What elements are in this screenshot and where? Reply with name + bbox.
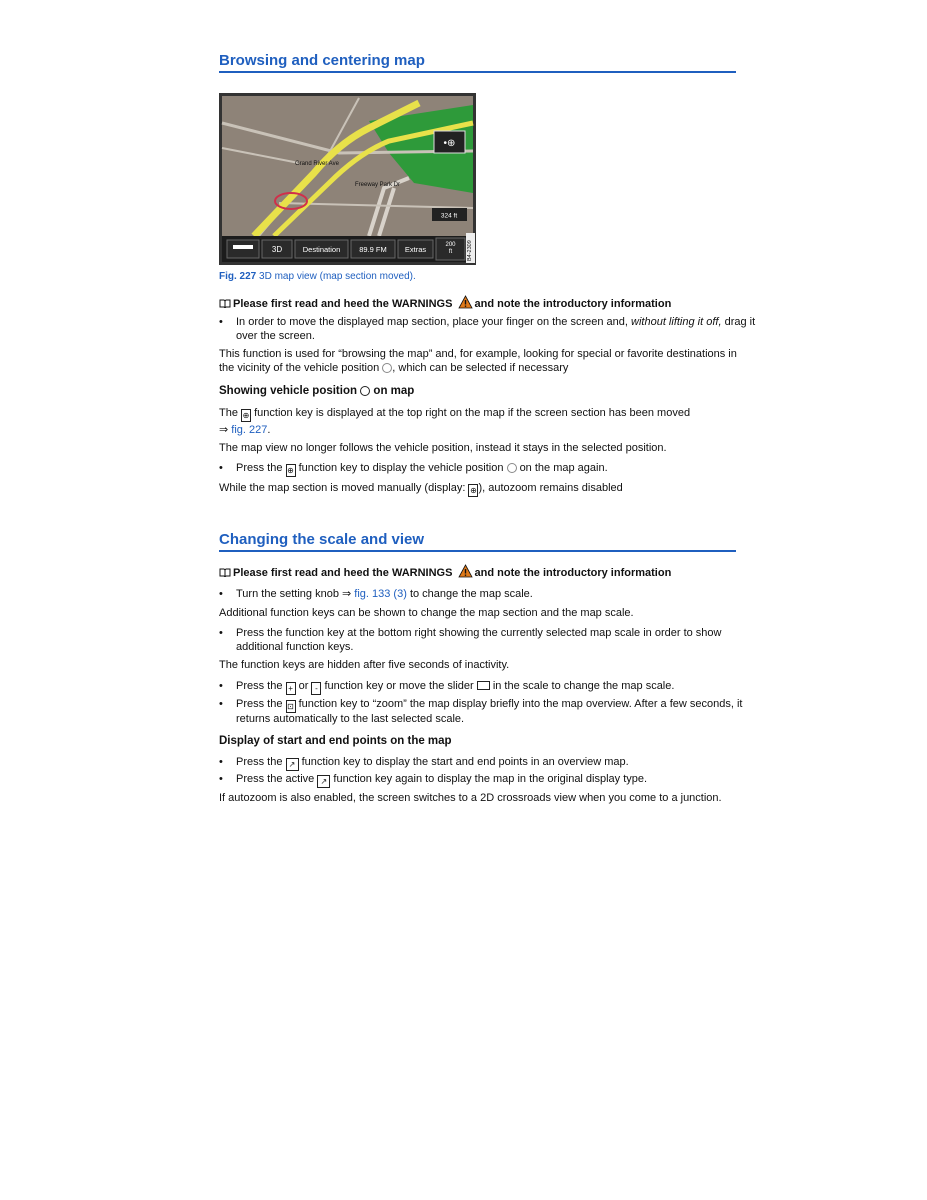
- route-overview-key-icon: ↗: [317, 775, 330, 788]
- street-label-1: Grand River Ave: [295, 161, 339, 167]
- subheading-vehicle-position: Showing vehicle position on map: [219, 385, 415, 397]
- para-crossroads: If autozoom is also enabled, the screen switches to a 2D crossroads view when you come to a junction.: [219, 792, 722, 804]
- route-overview-key-icon: ↗: [286, 758, 299, 771]
- svg-text:3D: 3D: [271, 245, 283, 254]
- plus-key-icon: +: [286, 682, 296, 695]
- warning-notice-1: Please first read and heed the WARNINGS and note the introductory information: [219, 295, 739, 312]
- svg-text:ft: ft: [448, 249, 453, 255]
- bullet-plus-minus: • Press the + or - function key or move the slider in the scale to change the map scale.: [219, 680, 675, 693]
- map-screenshot: [219, 93, 476, 265]
- svg-text:200: 200: [445, 242, 456, 248]
- para-autozoom: While the map section is moved manually (display: ⊕ ), autozoom remains disabled: [219, 482, 623, 495]
- warning-triangle-icon: [458, 295, 473, 309]
- subheading-start-end: Display of start and end points on the map: [219, 735, 452, 747]
- altitude-readout: 324 ft: [440, 212, 458, 220]
- overview-key-icon: ⊡: [287, 702, 294, 711]
- svg-text:89.9 FM: 89.9 FM: [359, 245, 387, 254]
- section-heading-browsing: Browsing and centering map: [219, 52, 736, 73]
- bullet-move-map: • In order to move the displayed map section, place your finger on the screen and, without lifting it off, drag it over the screen.: [219, 316, 756, 342]
- bullet-press-center: • Press the ⊕ function key to display the vehicle position on the map again.: [219, 462, 608, 475]
- vehicle-position-icon: [382, 363, 392, 373]
- center-key-icon: ⊕: [287, 466, 294, 475]
- fig-227-link[interactable]: fig. 227: [231, 424, 268, 436]
- bullet-start-end-key: • Press the ↗ function key to display the start and end points in an overview map.: [219, 756, 629, 769]
- para-map-view: The map view no longer follows the vehicle position, instead it stays in the selected position.: [219, 442, 667, 454]
- book-icon: [219, 568, 231, 577]
- center-key-icon: ⊕: [242, 411, 250, 420]
- svg-text:Extras: Extras: [404, 245, 427, 254]
- section-heading-scale: Changing the scale and view: [219, 531, 736, 552]
- bullet-scale-key: • Press the function key at the bottom right showing the currently selected map scale in order to show additional function keys.: [219, 627, 722, 653]
- bullet-active-key: • Press the active ↗ function key again to display the map in the original display type.: [219, 773, 648, 786]
- vehicle-position-icon: [360, 386, 370, 396]
- para-browsing: This function is used for “browsing the map” and, for example, looking for special or favorite destinations in the vicinity of the vehicle position , which can be selected if necessary: [219, 348, 737, 374]
- fig-133-link[interactable]: fig. 133 (3): [354, 588, 407, 600]
- svg-text:Destination: Destination: [302, 245, 341, 254]
- menu-icon[interactable]: [233, 245, 253, 249]
- vehicle-position-icon: [507, 463, 517, 473]
- minus-key-icon: -: [311, 682, 321, 695]
- bullet-zoom-overview: • Press the ⊡ function key to “zoom” the map display briefly into the map overview. After a few seconds, it returns automatically to the last selected scale.: [219, 698, 743, 725]
- center-key-icon: ⊕: [470, 486, 477, 495]
- book-icon: [219, 299, 231, 308]
- para-function-key: The ⊕ function key is displayed at the top right on the map if the screen section has been moved ⇒ fig. 227.: [219, 407, 691, 436]
- para-hidden-keys: The function keys are hidden after five seconds of inactivity.: [219, 659, 510, 671]
- street-label-2: Freeway Park Dr: [355, 182, 401, 188]
- map-figure: [219, 93, 476, 265]
- warning-notice-2: Please first read and heed the WARNINGS and note the introductory information: [219, 564, 739, 581]
- slider-icon: [477, 681, 490, 690]
- bullet-setting-knob: • Turn the setting knob ⇒ fig. 133 (3) to change the map scale.: [219, 588, 533, 600]
- figure-code: B4-2309: [467, 240, 473, 261]
- para-additional-keys: Additional function keys can be shown to change the map section and the map scale.: [219, 607, 634, 619]
- figure-caption: Fig. 227 3D map view (map section moved).: [219, 271, 416, 282]
- svg-text:•⊕: •⊕: [443, 138, 456, 149]
- warning-triangle-icon: [458, 564, 473, 578]
